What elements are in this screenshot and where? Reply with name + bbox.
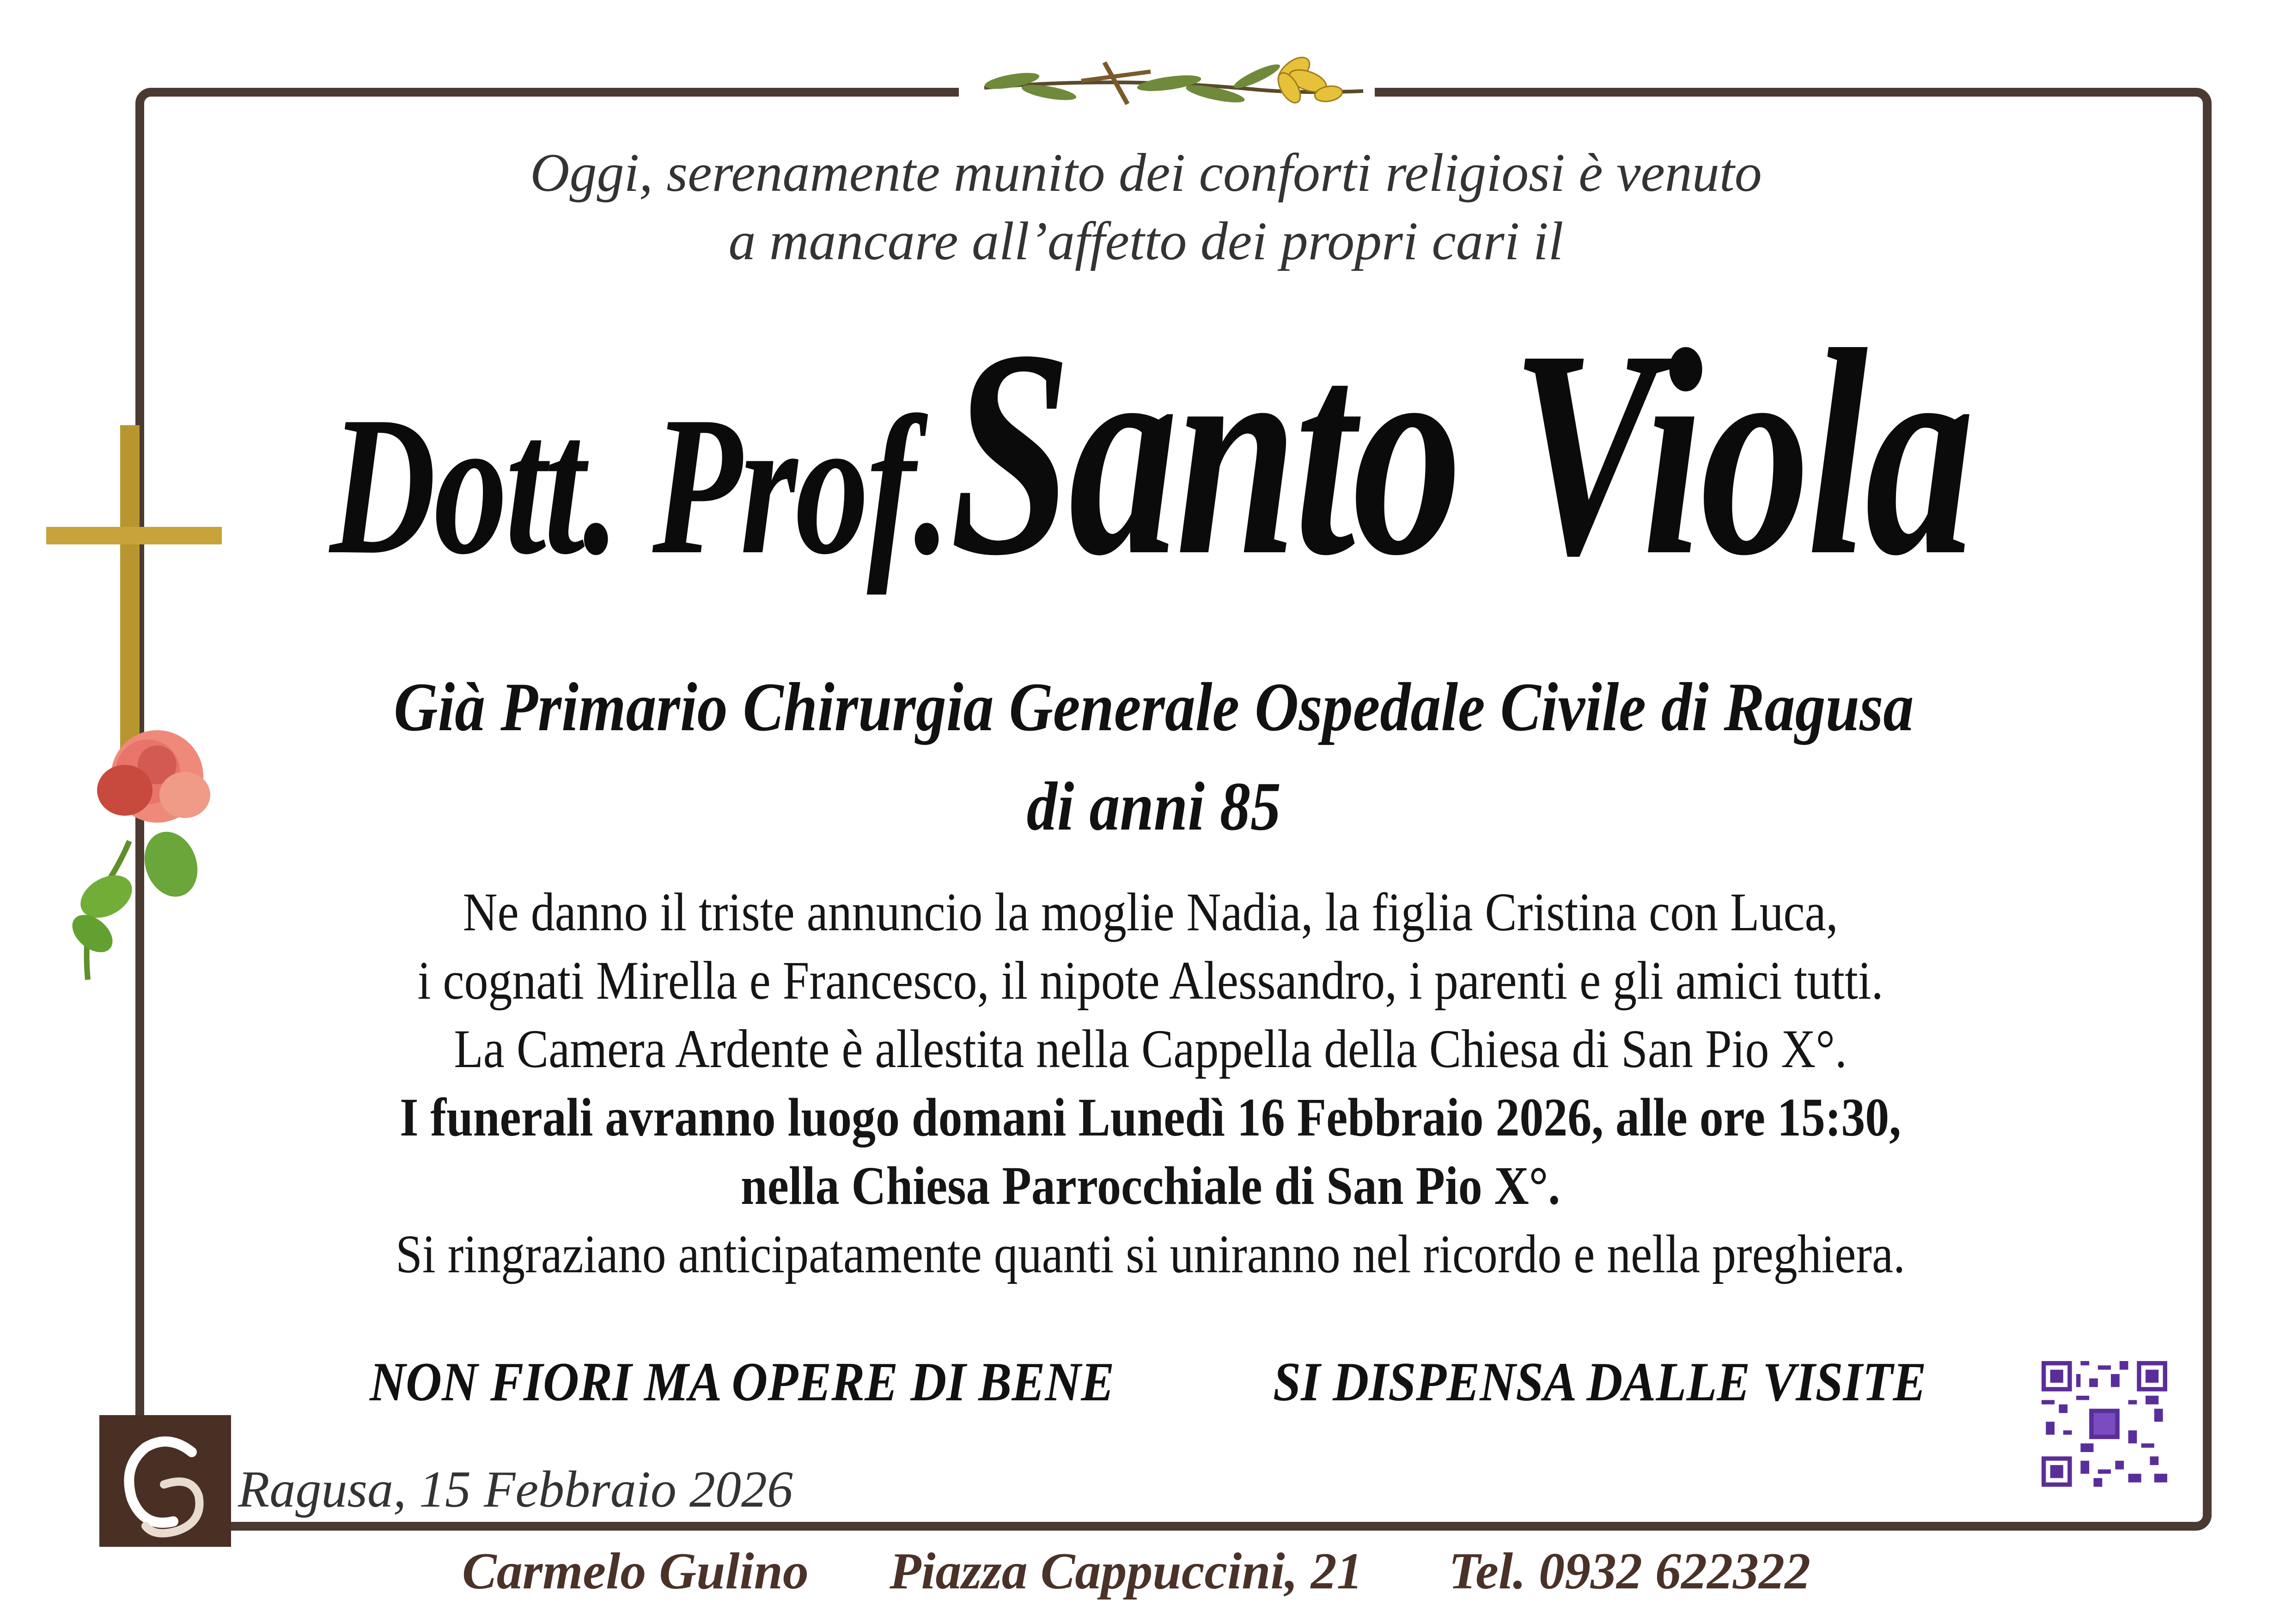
funeral-line-2: nella Chiesa Parrocchiale di San Pio X°. [741, 1155, 1561, 1216]
no-visits-note: SI DISPENSA DALLE VISITE [1273, 1351, 1926, 1412]
deceased-name [303, 289, 1999, 617]
honorific-title: Dott. Prof. [329, 376, 949, 596]
place-and-date: Ragusa, 15 Febbraio 2026 [238, 1461, 793, 1518]
age-line: di anni 85 [1026, 768, 1281, 845]
no-flowers-note: NON FIORI MA OPERE DI BENE [370, 1351, 1115, 1412]
agency-name: Carmelo Gulino [462, 1543, 809, 1600]
announcement-body [142, 878, 2159, 1288]
agency-address: Piazza Cappuccini, 21 [890, 1543, 1363, 1600]
agency-phone[interactable]: Tel. 0932 622322 [1449, 1543, 1810, 1600]
olive-branch-lily-icon [975, 44, 1372, 113]
role-line: Già Primario Chirurgia Generale Ospedale Civile di Ragusa [394, 669, 1914, 745]
body-line-1: Ne danno il triste annuncio la moglie Nadia, la figlia Cristina con Luca, [463, 882, 1838, 942]
intro-text [0, 139, 2292, 275]
agency-logo-icon [99, 1415, 231, 1547]
intro-line-1: Oggi, serenamente munito dei conforti religiosi è venuto [530, 142, 1762, 203]
intro-line-2: a mancare all’affetto dei propri cari il [728, 211, 1564, 271]
body-line-2: i cognati Mirella e Francesco, il nipote Alessandro, i parenti e gli amici tutti. [417, 950, 1884, 1011]
cross-bar [46, 527, 222, 544]
deceased-full-name: Santo Viola [950, 289, 1972, 617]
qr-code-icon[interactable] [2042, 1361, 2167, 1487]
thanks-line: Si ringraziano anticipatamente quanti si uniranno nel ricordo e nella preghiera. [396, 1224, 1906, 1284]
body-line-3: La Camera Ardente è allestita nella Cappella della Chiesa di San Pio X°. [454, 1019, 1847, 1079]
funeral-line-1: I funerali avranno luogo domani Lunedì 16 Febbraio 2026, alle ore 15:30, [400, 1087, 1902, 1148]
